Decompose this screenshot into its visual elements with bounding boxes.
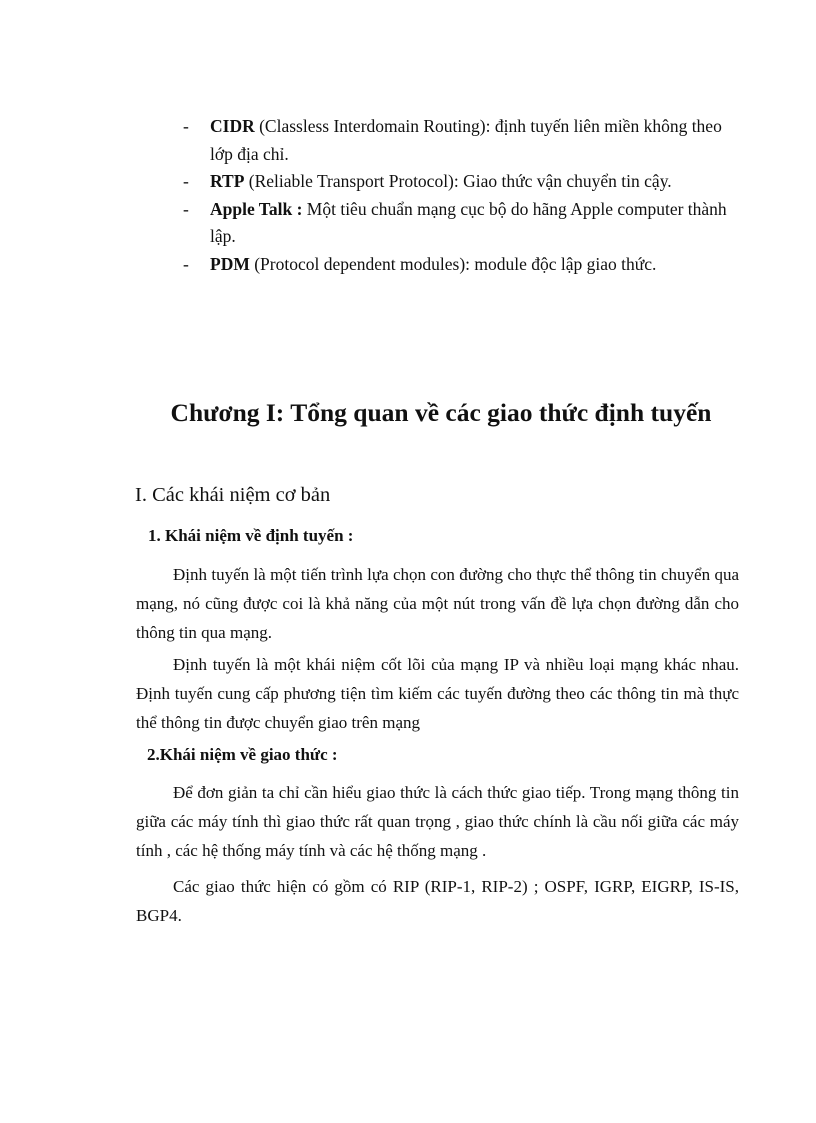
list-dash: - — [183, 253, 189, 274]
list-definition: (Protocol dependent modules): module độc lập giao thức. — [249, 253, 657, 274]
list-term: CIDR — [210, 116, 255, 136]
list-definition: Một tiêu chuẩn mạng cục bộ do hãng Apple computer thành lập. — [210, 198, 727, 246]
list-item — [183, 168, 743, 196]
list-definition: (Reliable Transport Protocol): Giao thức vận chuyển tin cậy. — [244, 171, 672, 191]
paragraph: Định tuyến là một tiến trình lựa chọn con đường cho thực thể thông tin chuyển qua mạng, nó cũng được coi là khả năng của một nút trong vấn đề lựa chọn đường dẫn cho thông tin qua mạng. — [136, 565, 739, 642]
list-dash: - — [183, 171, 189, 191]
list-item — [183, 196, 743, 251]
section-title: I. Các khái niệm cơ bản — [135, 484, 331, 506]
list-item — [183, 251, 743, 279]
paragraph: Các giao thức hiện có gồm có RIP (RIP-1, RIP-2) ; OSPF, IGRP, EIGRP, IS-IS, BGP4. — [136, 877, 739, 925]
list-dash: - — [183, 198, 189, 219]
list-term: RTP — [210, 171, 245, 191]
paragraph: Để đơn giản ta chỉ cần hiểu giao thức là cách thức giao tiếp. Trong mạng thông tin giữa các máy tính thì giao thức rất quan trọng , giao thức chính là cầu nối giữa các máy tính , các hệ thống máy tính và các hệ thống mạng . — [136, 783, 739, 860]
subsection-heading: 2.Khái niệm về giao thức : — [147, 745, 338, 764]
chapter-title: Chương I: Tổng quan về các giao thức định tuyến — [170, 398, 712, 427]
abbreviation-list — [183, 113, 743, 278]
list-item — [183, 113, 743, 168]
list-term: Apple Talk : — [210, 198, 303, 219]
list-definition: (Classless Interdomain Routing): định tuyến liên miền không theo lớp địa chỉ. — [210, 116, 722, 164]
list-term: PDM — [210, 253, 250, 274]
paragraph: Định tuyến là một khái niệm cốt lõi của mạng IP và nhiều loại mạng khác nhau. Định tuyến cung cấp phương tiện tìm kiếm các tuyến đường theo các thông tin mà thực thể thông tin được chuyển giao trên mạng — [136, 655, 739, 732]
subsection-heading: 1. Khái niệm về định tuyến : — [148, 526, 354, 545]
list-dash: - — [183, 116, 189, 136]
